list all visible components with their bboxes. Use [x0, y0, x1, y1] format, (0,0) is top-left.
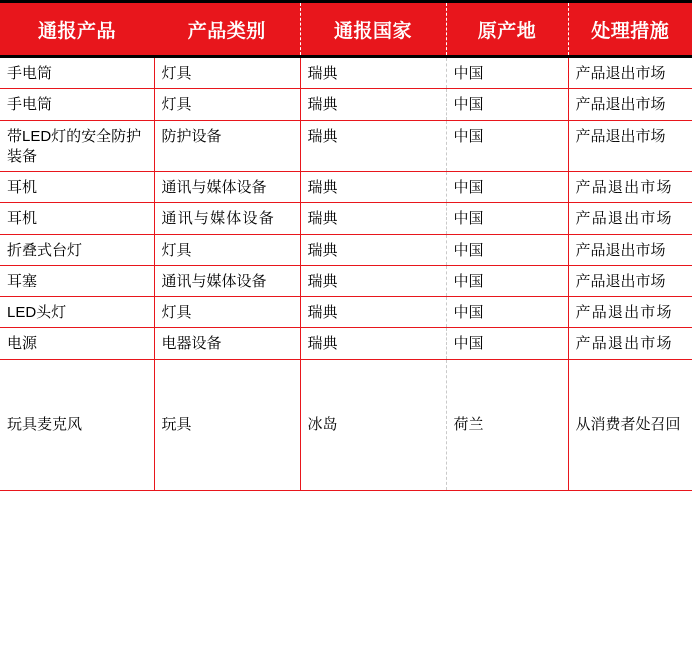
cell-category: 通讯与媒体设备 — [154, 265, 300, 296]
table-row — [0, 203, 692, 234]
cell-measure: 产品退出市场 — [568, 57, 692, 89]
cell-category: 灯具 — [154, 234, 300, 265]
cell-country: 瑞典 — [300, 57, 446, 89]
table-body — [0, 57, 692, 491]
cell-measure — [568, 203, 692, 234]
table-header — [0, 2, 692, 57]
cell-category: 玩具 — [154, 359, 300, 490]
cell-category-text: 通讯与媒体设备 — [161, 210, 275, 228]
cell-origin: 中国 — [446, 203, 568, 234]
cell-measure: 从消费者处召回 — [568, 359, 692, 490]
table-row — [0, 328, 692, 359]
cell-category: 灯具 — [154, 57, 300, 89]
cell-country: 瑞典 — [300, 203, 446, 234]
cell-country: 瑞典 — [300, 265, 446, 296]
cell-product: 手电筒 — [0, 57, 154, 89]
cell-origin: 中国 — [446, 57, 568, 89]
cell-measure-text: 产品退出市场 — [575, 304, 673, 321]
cell-origin: 中国 — [446, 297, 568, 328]
cell-country: 瑞典 — [300, 297, 446, 328]
cell-product: 耳机 — [0, 203, 154, 234]
cell-country: 冰岛 — [300, 359, 446, 490]
cell-product: 玩具麦克风 — [0, 359, 154, 490]
cell-measure: 产品退出市场 — [568, 120, 692, 172]
table-row — [0, 120, 692, 172]
table-row — [0, 265, 692, 296]
cell-origin: 荷兰 — [446, 359, 568, 490]
cell-product: 电源 — [0, 328, 154, 359]
cell-product: 耳机 — [0, 172, 154, 203]
cell-product: 带LED灯的安全防护装备 — [0, 120, 154, 172]
cell-product: 手电筒 — [0, 89, 154, 120]
cell-origin: 中国 — [446, 328, 568, 359]
cell-category: 灯具 — [154, 89, 300, 120]
cell-origin: 中国 — [446, 89, 568, 120]
cell-measure-text: 产品退出市场 — [575, 210, 673, 228]
table-row — [0, 297, 692, 328]
cell-product: 折叠式台灯 — [0, 234, 154, 265]
cell-country: 瑞典 — [300, 172, 446, 203]
column-header-category: 产品类别 — [154, 2, 300, 57]
table-row — [0, 234, 692, 265]
cell-country: 瑞典 — [300, 120, 446, 172]
cell-measure: 产品退出市场 — [568, 265, 692, 296]
header-row — [0, 2, 692, 57]
cell-measure-text: 产品退出市场 — [575, 179, 673, 196]
cell-measure — [568, 172, 692, 203]
cell-product: 耳塞 — [0, 265, 154, 296]
table-row — [0, 359, 692, 490]
column-header-product: 通报产品 — [0, 2, 154, 57]
table-row — [0, 89, 692, 120]
cell-category: 电器设备 — [154, 328, 300, 359]
cell-category — [154, 203, 300, 234]
cell-country: 瑞典 — [300, 328, 446, 359]
cell-origin: 中国 — [446, 265, 568, 296]
cell-category: 灯具 — [154, 297, 300, 328]
cell-measure-text: 产品退出市场 — [575, 335, 673, 353]
cell-origin: 中国 — [446, 234, 568, 265]
cell-origin: 中国 — [446, 172, 568, 203]
column-header-origin: 原产地 — [446, 2, 568, 57]
cell-category: 通讯与媒体设备 — [154, 172, 300, 203]
column-header-country: 通报国家 — [300, 2, 446, 57]
table-row — [0, 57, 692, 89]
cell-country: 瑞典 — [300, 89, 446, 120]
column-header-measure: 处理措施 — [568, 2, 692, 57]
cell-category: 防护设备 — [154, 120, 300, 172]
cell-measure — [568, 297, 692, 328]
cell-product: LED头灯 — [0, 297, 154, 328]
cell-measure: 产品退出市场 — [568, 234, 692, 265]
cell-country: 瑞典 — [300, 234, 446, 265]
cell-measure: 产品退出市场 — [568, 89, 692, 120]
cell-measure — [568, 328, 692, 359]
table-row — [0, 172, 692, 203]
cell-origin: 中国 — [446, 120, 568, 172]
